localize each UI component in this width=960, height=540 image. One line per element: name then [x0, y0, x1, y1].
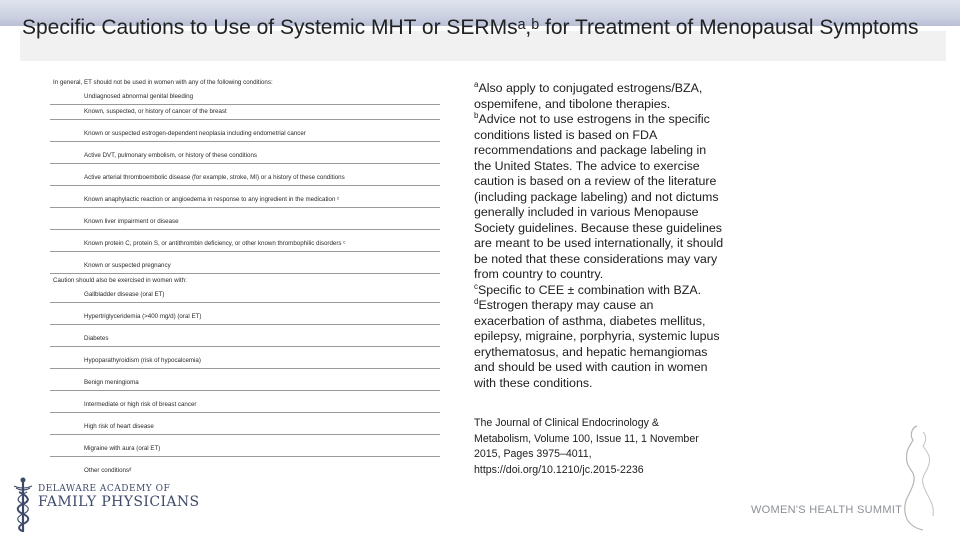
table-row: Diabetes [50, 325, 440, 347]
org-logo [10, 476, 210, 532]
citation-doi-link[interactable]: https://doi.org/10.1210/jc.2015-2236 [474, 463, 644, 476]
table-subheader: Caution should also be exercised in women with: [53, 277, 187, 284]
footnote-c: $^c$Specific to CEE ± combination with BZA. [474, 281, 702, 297]
org-name-line2: FAMILY PHYSICIANS [38, 494, 200, 510]
caduceus-icon [10, 476, 36, 534]
table-row: Known liver impairment or disease [50, 208, 440, 230]
table-row: Undiagnosed abnormal genital bleeding [50, 90, 440, 105]
citation-line: The Journal of Clinical Endocrinology & [474, 417, 659, 429]
table-row: Known protein C, protein S, or antithrombin deficiency, or other known thrombophilic disorders ᶜ [50, 230, 440, 252]
slide-title: Specific Cautions to Use of Systemic MHT or SERMsᵃ,ᵇ for Treatment of Menopausal Symptoms [22, 16, 919, 39]
cautions-table [50, 76, 440, 478]
table-row: Known anaphylactic reaction or angioedema in response to any ingredient in the medication ᶜ [50, 186, 440, 208]
table-row: Hypertriglyceridemia (>400 mg/d) (oral ET) [50, 303, 440, 325]
table-row: Hypoparathyroidism (risk of hypocalcemia) [50, 347, 440, 369]
table-row: Other conditionsᵈ [84, 467, 132, 474]
footnote-b: $^b$Advice not to use estrogens in the specific conditions listed is based on FDA recommendations and package labeling in the United States. The advice to exercise caution is based on a review of the literature (including package labeling) and not dictums generally included in various Menopause Society guidelines. Because these guidelines are meant to be used internationally, it should be noted that these considerations may vary from country to country. [474, 110, 724, 281]
event-name: WOMEN'S HEALTH SUMMIT [751, 504, 903, 516]
table-row: High risk of heart disease [50, 413, 440, 435]
citation [474, 416, 724, 478]
table-row: Known or suspected estrogen-dependent neoplasia including endometrial cancer [50, 120, 440, 142]
table-row: Known or suspected pregnancy [50, 252, 440, 274]
table-row: Migraine with aura (oral ET) [50, 435, 440, 457]
citation-line: 2015, Pages 3975–4011, [474, 448, 592, 460]
citation-line: Metabolism, Volume 100, Issue 11, 1 November [474, 432, 699, 445]
table-row: Intermediate or high risk of breast cancer [50, 391, 440, 413]
table-header: In general, ET should not be used in women with any of the following conditions: [53, 79, 273, 86]
table-row: Known, suspected, or history of cancer of the breast [50, 105, 440, 120]
table-row: Gallbladder disease (oral ET) [50, 288, 440, 303]
table-row: Benign meningioma [50, 369, 440, 391]
footnote-a: $^a$Also apply to conjugated estrogens/BZA, ospemifene, and tibolone therapies. [474, 79, 703, 111]
org-name-line1: DELAWARE ACADEMY OF [38, 484, 171, 494]
table-row: Active DVT, pulmonary embolism, or history of these conditions [50, 142, 440, 164]
table-row: Active arterial thromboembolic disease (for example, stroke, MI) or a history of these conditions [50, 164, 440, 186]
footnotes [474, 81, 724, 391]
footnote-d: $^d$Estrogen therapy may cause an exacerbation of asthma, diabetes mellitus, epilepsy, migraine, porphyria, systemic lupus erythematosus, and hepatic hemangiomas and should be used with caution in women with these conditions. [474, 296, 720, 390]
woman-silhouette-icon [893, 422, 943, 532]
